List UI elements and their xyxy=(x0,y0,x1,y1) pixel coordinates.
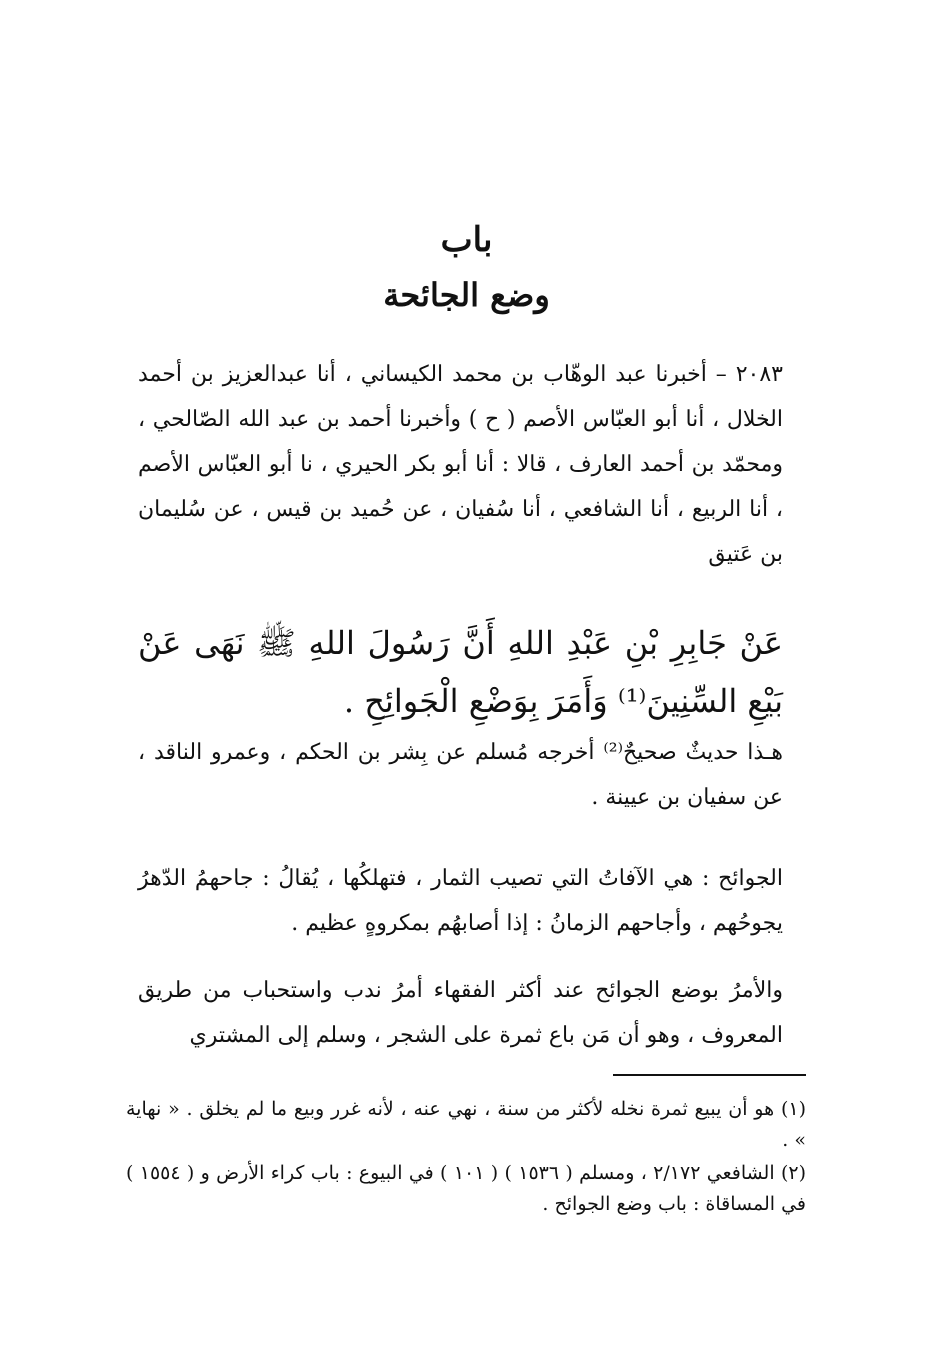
chapter-title: وضع الجائحة xyxy=(383,276,550,314)
hadith-matn: عَنْ جَابِرِ بْنِ عَبْدِ اللهِ أَنَّ رَسُولَ اللهِ ﷺ نَهَى عَنْ بَيْعِ السِّنِينَ⁽¹⁾ وَأَمَرَ بِوَضْعِ الْجَوائِحِ . xyxy=(138,624,783,720)
hadith-number: ٢٠٨٣ xyxy=(735,362,783,387)
footnote-2 xyxy=(126,1158,806,1220)
gloss-paragraph: الجوائح : هي الآفاتُ التي تصيب الثمار ، فتهلكُها ، يُقالُ : جاحهمُ الدّهرُ يجوحُهم ، وأجاحهم الزمانُ : إذا أصابهُم بمكروهٍ عظيم . xyxy=(138,866,783,936)
takhrij-paragraph: هـذا حديثٌ صحيحٌ⁽²⁾ أخرجه مُسلم عن بِشر بن الحكم ، وعمرو الناقد ، عن سفيان بن عيينة . xyxy=(138,740,783,810)
footnote-divider xyxy=(613,1074,806,1076)
footnote-marker: (١) xyxy=(780,1098,806,1120)
isnad-paragraph xyxy=(138,352,783,577)
isnad-text: – أخبرنا عبد الوهّاب بن محمد الكيساني ، أنا عبدالعزيز بن أحمد الخلال ، أنا أبو العبّاس الأصم ( ح ) وأخبرنا أحمد بن عبد الله الصّالحي ، ومحمّد بن أحمد العارف ، قالا : أنا أبو بكر الحيري ، نا أبو العبّاس الأصم ، أنا الربيع ، أنا الشافعي ، أنا سُفيان ، عن حُميد بن قيس ، عن سُليمان بن عَتيق xyxy=(138,362,783,567)
footnote-text: الشافعي ٢/١٧٢ ، ومسلم ( ١٥٣٦ ) ( ١٠١ ) في البيوع : باب كراء الأرض و ( ١٥٥٤ ) في المساقاة : باب وضع الجوائح . xyxy=(126,1162,806,1215)
chapter-heading: باب xyxy=(440,220,493,260)
footnote-marker: (٢) xyxy=(780,1162,807,1184)
ruling-paragraph: والأمرُ بوضع الجوائح عند أكثر الفقهاء أمرُ ندب واستحباب من طريق المعروف ، وهو أن مَن باع ثمرة على الشجر ، وسلم إلى المشتري xyxy=(138,978,783,1048)
footnote-1 xyxy=(126,1094,806,1156)
footnote-text: هو أن يبيع ثمرة نخله لأكثر من سنة ، نهي عنه ، لأنه غرر وبيع ما لم يخلق . « نهاية » . xyxy=(126,1098,806,1151)
